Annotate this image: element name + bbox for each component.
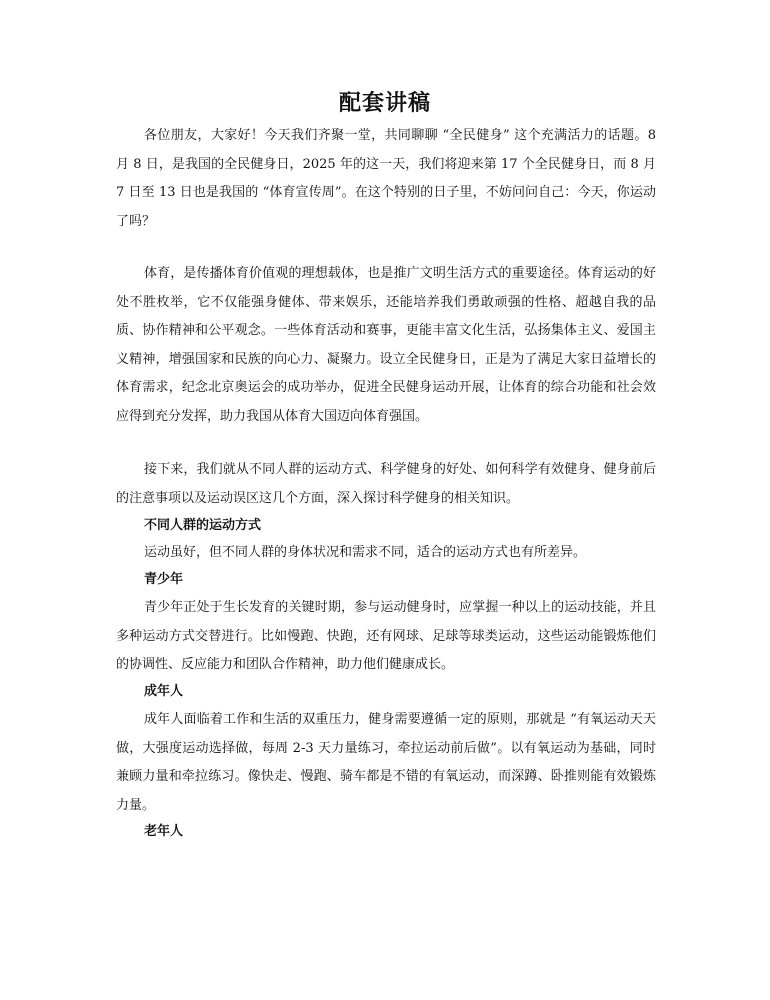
section-heading-youth: 青少年 — [144, 572, 184, 587]
section-heading-groups: 不同人群的运动方式 — [144, 518, 262, 533]
intro-paragraph: 各位朋友，大家好！今天我们齐聚一堂，共同聊聊 “全民健身” 这个充满活力的话题。8 月 8 日，是我国的全民健身日，2025 年的这一天，我们将迎来第 17 个全民健身日，而 8 月 7 日至 13 日也是我国的 “体育宣传周”。在这个特别的日子里，不妨问问自己：今天，你运动了吗？ — [116, 128, 656, 229]
section-heading-elderly: 老年人 — [144, 824, 184, 839]
adults-paragraph: 成年人面临着工作和生活的双重压力，健身需要遵循一定的原则，那就是 “有氧运动天天做，大强度运动选择做，每周 2-3 天力量练习，牵拉运动前后做”。以有氧运动为基础，同时兼顾力量和牵拉练习。像快走、慢跑、骑车都是不错的有氧运动，而深蹲、卧推则能有效锻炼力量。 — [116, 712, 656, 813]
section-heading-adults: 成年人 — [144, 684, 184, 699]
overview-paragraph: 接下来，我们就从不同人群的运动方式、科学健身的好处、如何科学有效健身、健身前后的注意事项以及运动误区这几个方面，深入探讨科学健身的相关知识。 — [116, 462, 656, 506]
groups-intro-paragraph: 运动虽好，但不同人群的身体状况和需求不同，适合的运动方式也有所差异。 — [144, 545, 587, 560]
sports-value-paragraph: 体育，是传播体育价值观的理想载体，也是推广文明生活方式的重要途径。体育运动的好处不胜枚举，它不仅能强身健体、带来娱乐，还能培养我们勇敢顽强的性格、超越自我的品质、协作精神和公平观念。一些体育活动和赛事，更能丰富文化生活，弘扬集体主义、爱国主义精神，增强国家和民族的向心力、凝聚力。设立全民健身日，正是为了满足大家日益增长的体育需求，纪念北京奥运会的成功举办，促进全民健身运动开展，让体育的综合功能和社会效应得到充分发挥，助力我国从体育大国迈向体育强国。 — [116, 266, 656, 424]
page-title: 配套讲稿 — [338, 90, 431, 116]
youth-paragraph: 青少年正处于生长发育的关键时期，参与运动健身时，应掌握一种以上的运动技能，并且多种运动方式交替进行。比如慢跑、快跑，还有网球、足球等球类运动，这些运动能锻炼他们的协调性、反应能力和团队合作精神，助力他们健康成长。 — [116, 600, 656, 672]
